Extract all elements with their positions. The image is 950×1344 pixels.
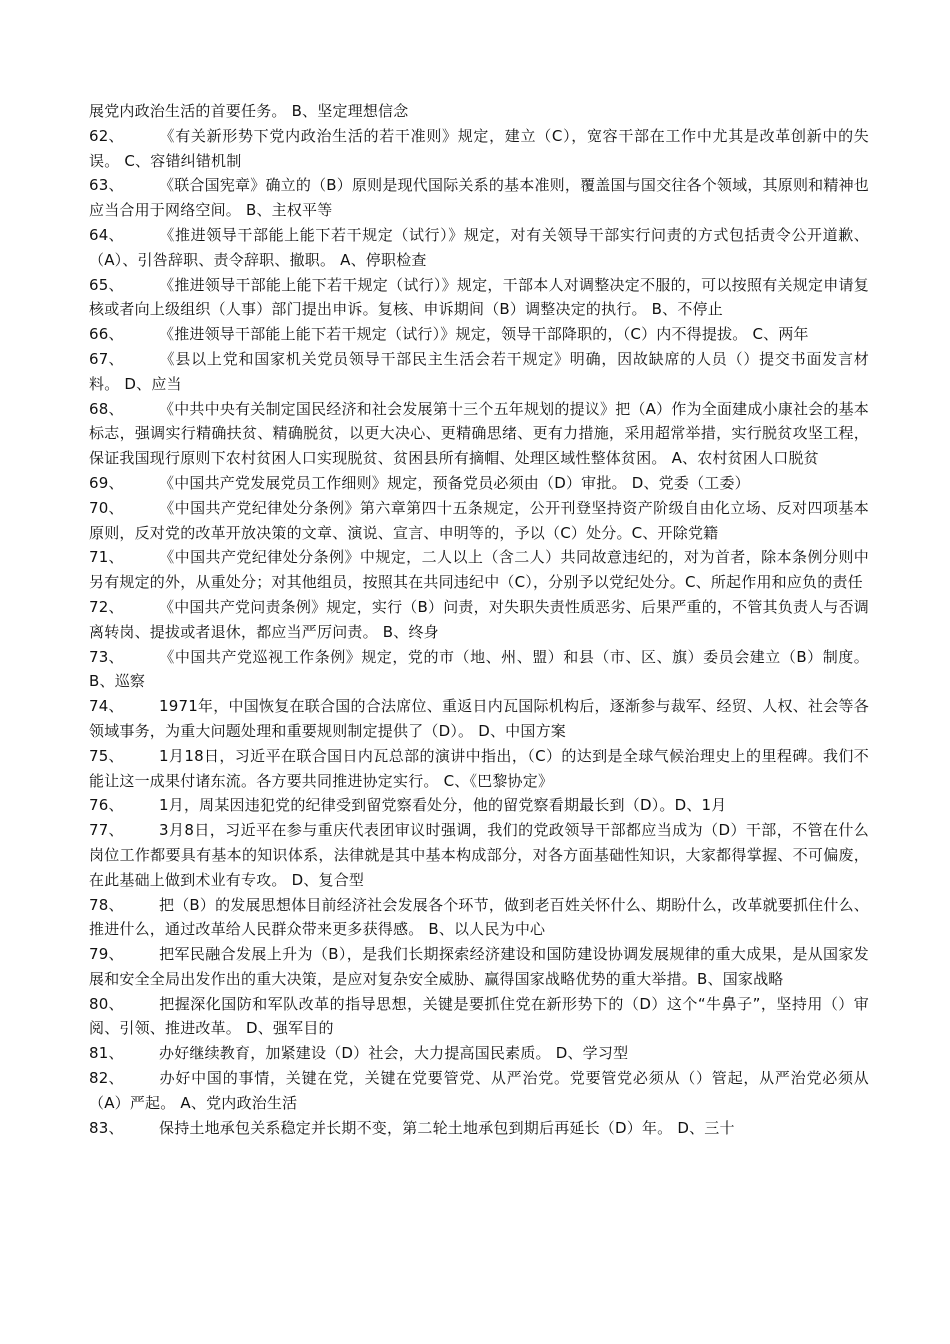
question-text: 《中国共产党巡视工作条例》规定，党的市（地、州、盟）和县（市、区、旗）委员会建立（B）制度。 B、巡察 — [89, 647, 869, 691]
question-item — [89, 694, 869, 744]
question-number: 63、 — [89, 176, 124, 195]
question-text: 《中国共产党发展党员工作细则》规定，预备党员必须由（D）审批。 D、党委（工委） — [159, 473, 750, 492]
question-number: 70、 — [89, 498, 124, 517]
question-text: 把握深化国防和军队改革的指导思想，关键是要抓住党在新形势下的（D）这个“牛鼻子”，坚持用（）审阅、引领、推进改革。 D、强军目的 — [89, 994, 869, 1038]
question-item — [89, 347, 869, 397]
question-item — [89, 992, 869, 1042]
question-number: 83、 — [89, 1118, 124, 1137]
question-text: 《中国共产党纪律处分条例》第六章第四十五条规定，公开刊登坚持资产阶级自由化立场、反对四项基本原则，反对党的改革开放决策的文章、演说、宣言、申明等的，予以（C）处分。C、开除党籍 — [89, 498, 869, 542]
question-number: 64、 — [89, 225, 124, 244]
question-number: 78、 — [89, 895, 124, 914]
question-item — [89, 545, 869, 595]
question-item — [89, 645, 869, 695]
question-item — [89, 173, 869, 223]
question-item — [89, 1116, 869, 1141]
document-page — [89, 99, 869, 1140]
question-number: 65、 — [89, 275, 124, 294]
question-text: 3月8日，习近平在参与重庆代表团审议时强调，我们的党政领导干部都应当成为（D）干部，不管在什么岗位工作都要具有基本的知识体系，法律就是其中基本构成部分，对各方面基础性知识，大家都得掌握、不可偏废，在此基础上做到术业有专攻。 D、复合型 — [89, 821, 869, 889]
question-number: 76、 — [89, 796, 124, 815]
question-item — [89, 1066, 869, 1116]
question-item — [89, 793, 869, 818]
question-item — [89, 496, 869, 546]
question-number: 69、 — [89, 473, 124, 492]
question-text: 《推进领导干部能上能下若干规定（试行）》规定，对有关领导干部实行问责的方式包括责令公开道歉、（A）、引咎辞职、责令辞职、撤职。 A、停职检查 — [89, 225, 869, 269]
question-item — [89, 471, 869, 496]
question-number: 81、 — [89, 1044, 124, 1063]
question-text: 《联合国宪章》确立的（B）原则是现代国际关系的基本准则，覆盖国与国交往各个领域，其原则和精神也应当合用于网络空间。 B、主权平等 — [89, 176, 869, 220]
question-number: 68、 — [89, 399, 124, 418]
question-text: 把军民融合发展上升为（B），是我们长期探索经济建设和国防建设协调发展规律的重大成果，是从国家发展和安全全局出发作出的重大决策，是应对复杂安全威胁、赢得国家战略优势的重大举措。B、国家战略 — [89, 945, 869, 988]
question-text: 展党内政治生活的首要任务。 B、坚定理想信念 — [89, 102, 409, 120]
question-item — [89, 818, 869, 892]
question-item — [89, 595, 869, 645]
question-item — [89, 223, 869, 273]
question-text: 1月，周某因违犯党的纪律受到留党察看处分，他的留党察看期最长到（D）。D、1月 — [159, 796, 727, 815]
question-number: 75、 — [89, 746, 124, 765]
question-item — [89, 1041, 869, 1066]
question-number: 62、 — [89, 126, 124, 145]
question-text: 办好继续教育，加紧建设（D）社会，大力提高国民素质。 D、学习型 — [159, 1044, 629, 1063]
question-number: 80、 — [89, 994, 124, 1013]
question-number: 73、 — [89, 647, 124, 666]
question-item — [89, 322, 869, 347]
question-text: 《中共中央有关制定国民经济和社会发展第十三个五年规划的提议》把（A）作为全面建成小康社会的基本标志，强调实行精确扶贫、精确脱贫，以更大决心、更精确思绪、更有力措施，采用超常举措，实行脱贫攻坚工程，保证我国现行原则下农村贫困人口实现脱贫、贫困县所有摘帽、处理区域性整体贫困。 A、农村贫困人口脱贫 — [89, 399, 869, 468]
question-number: 82、 — [89, 1069, 124, 1088]
question-item — [89, 99, 869, 124]
question-item — [89, 397, 869, 471]
question-item — [89, 942, 869, 992]
question-text: 《推进领导干部能上能下若干规定（试行）》规定，干部本人对调整决定不服的，可以按照有关规定申请复核或者向上级组织（人事）部门提出申诉。复核、申诉期间（B）调整决定的执行。 B、不停止 — [89, 275, 869, 319]
question-text: 1月18日，习近平在联合国日内瓦总部的演讲中指出，（C）的达到是全球气候治理史上的里程碑。我们不能让这一成果付诸东流。各方要共同推进协定实行。 C、《巴黎协定》 — [89, 746, 869, 790]
question-number: 71、 — [89, 548, 124, 567]
question-number: 67、 — [89, 349, 124, 368]
question-number: 77、 — [89, 821, 124, 840]
question-item — [89, 124, 869, 174]
question-text: 把（B）的发展思想体目前经济社会发展各个环节，做到老百姓关怀什么、期盼什么，改革就要抓住什么、推进什么，通过改革给人民群众带来更多获得感。 B、以人民为中心 — [89, 895, 869, 939]
question-text: 《推进领导干部能上能下若干规定（试行）》规定，领导干部降职的，（C）内不得提拔。 C、两年 — [159, 325, 809, 344]
question-text: 保持土地承包关系稳定并长期不变，第二轮土地承包到期后再延长（D）年。 D、三十 — [159, 1118, 735, 1137]
question-text: 《县以上党和国家机关党员领导干部民主生活会若干规定》明确，因故缺席的人员（）提交书面发言材料。 D、应当 — [89, 349, 869, 393]
question-item — [89, 893, 869, 943]
question-number: 72、 — [89, 597, 124, 616]
question-text: 《有关新形势下党内政治生活的若干准则》规定，建立（C），宽容干部在工作中尤其是改革创新中的失误。 C、容错纠错机制 — [89, 126, 869, 170]
question-text: 《中国共产党问责条例》规定，实行（B）问责，对失职失责性质恶劣、后果严重的，不管其负责人与否调离转岗、提拔或者退休，都应当严厉问责。 B、终身 — [89, 597, 869, 641]
question-number: 66、 — [89, 325, 124, 344]
question-item — [89, 273, 869, 323]
question-text: 《中国共产党纪律处分条例》中规定，二人以上（含二人）共同故意违纪的，对为首者，除本条例分则中另有规定的外，从重处分；对其他组员，按照其在共同违纪中（C），分别予以党纪处分。C、所起作用和应负的责任 — [89, 548, 869, 592]
question-text: 1971年，中国恢复在联合国的合法席位、重返日内瓦国际机构后，逐渐参与裁军、经贸、人权、社会等各领域事务，为重大问题处理和重要规则制定提供了（D）。 D、中国方案 — [89, 697, 869, 740]
question-text: 办好中国的事情，关键在党，关键在党要管党、从严治党。党要管党必须从（）管起，从严治党必须从（A）严起。 A、党内政治生活 — [89, 1069, 869, 1112]
question-number: 74、 — [89, 697, 124, 716]
question-item — [89, 744, 869, 794]
question-number: 79、 — [89, 945, 124, 964]
